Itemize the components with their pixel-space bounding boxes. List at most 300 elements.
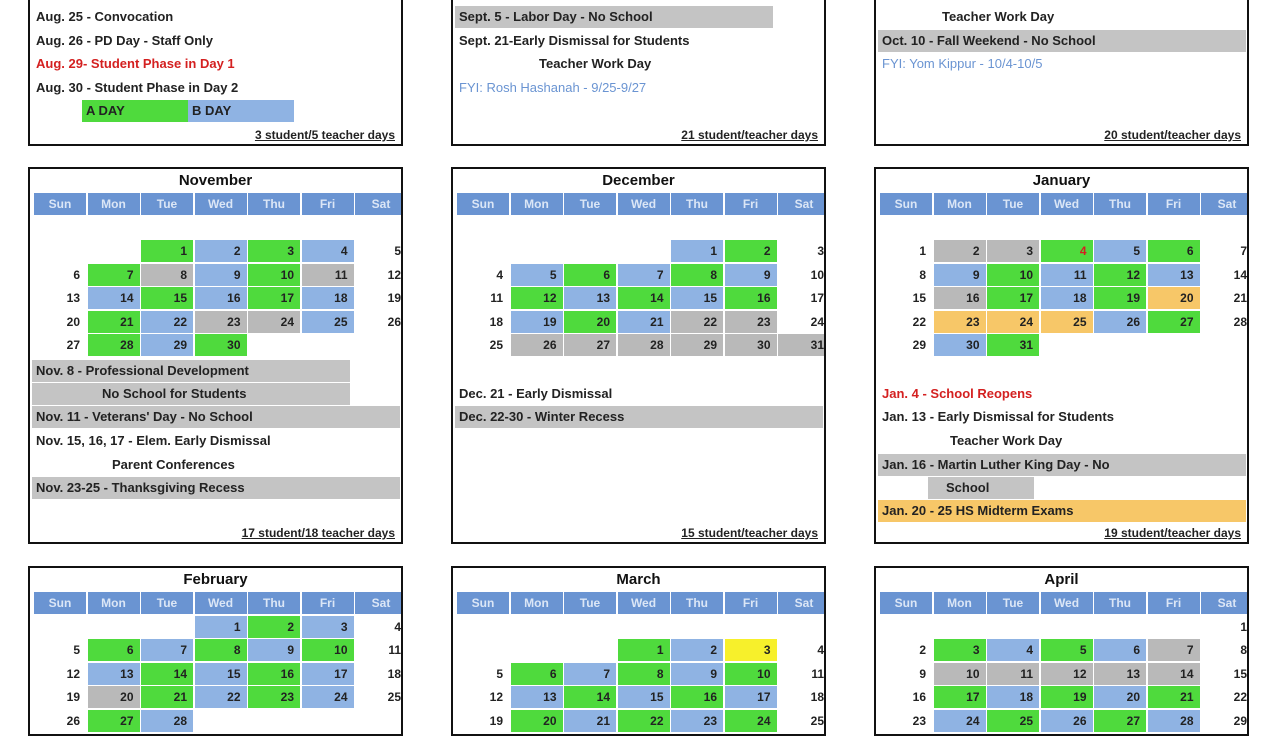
day-cell: 12 <box>34 663 86 685</box>
month-title: November <box>178 172 253 189</box>
day-cell: 7 <box>1201 240 1249 262</box>
day-cell: 15 <box>1201 663 1249 685</box>
day-cell <box>457 217 509 239</box>
day-cell <box>725 616 777 638</box>
day-cell: 11 <box>355 639 403 661</box>
day-cell <box>248 334 300 356</box>
day-cell: 11 <box>1041 264 1093 286</box>
calendar-grid <box>34 193 403 356</box>
day-cell: 19 <box>1094 287 1146 309</box>
day-cell <box>564 240 616 262</box>
legend-a-day: A DAY <box>82 100 188 122</box>
day-cell: 1 <box>141 240 193 262</box>
day-cell: 27 <box>1148 311 1200 333</box>
day-cell: 9 <box>671 663 723 685</box>
day-cell: 25 <box>987 710 1039 732</box>
panel-january <box>874 167 1249 544</box>
day-cell <box>302 710 354 732</box>
weekday-header: Wed <box>195 592 247 614</box>
weekday-header: Sat <box>1201 592 1249 614</box>
day-cell: 6 <box>88 639 140 661</box>
day-cell <box>88 240 140 262</box>
day-cell: 1 <box>618 639 670 661</box>
panel-august <box>28 0 403 146</box>
day-cell: 30 <box>934 334 986 356</box>
day-cell: 20 <box>564 311 616 333</box>
day-cell: 19 <box>355 287 403 309</box>
note: Oct. 10 - Fall Weekend - No School <box>878 30 1246 52</box>
day-cell <box>1148 334 1200 356</box>
day-cell <box>302 334 354 356</box>
day-cell: 13 <box>1094 663 1146 685</box>
calendar-grid <box>880 592 1249 732</box>
note: Sept. 5 - Labor Day - No School <box>455 6 773 28</box>
day-cell: 21 <box>618 311 670 333</box>
day-cell: 5 <box>1041 639 1093 661</box>
weekday-header: Sat <box>355 592 403 614</box>
day-cell: 27 <box>34 334 86 356</box>
day-cell <box>141 616 193 638</box>
panel-february <box>28 566 403 736</box>
day-cell <box>618 217 670 239</box>
day-cell: 29 <box>880 334 932 356</box>
day-cell <box>1094 616 1146 638</box>
day-cell: 18 <box>778 686 826 708</box>
weekday-header: Wed <box>618 193 670 215</box>
weekday-header: Tue <box>987 193 1039 215</box>
day-cell: 10 <box>934 663 986 685</box>
day-cell: 13 <box>88 663 140 685</box>
day-cell: 2 <box>671 639 723 661</box>
day-cell: 6 <box>34 264 86 286</box>
day-cell: 17 <box>302 663 354 685</box>
day-cell: 28 <box>141 710 193 732</box>
day-cell: 11 <box>778 663 826 685</box>
day-cell <box>1094 217 1146 239</box>
day-cell: 9 <box>934 264 986 286</box>
note: Jan. 16 - Martin Luther King Day - No <box>878 454 1246 476</box>
note: Teacher Work Day <box>942 9 1055 24</box>
day-cell: 10 <box>302 639 354 661</box>
day-cell: 24 <box>248 311 300 333</box>
day-count: 3 student/5 teacher days <box>254 128 395 142</box>
day-cell: 10 <box>778 264 826 286</box>
day-cell: 24 <box>725 710 777 732</box>
day-cell: 18 <box>457 311 509 333</box>
day-cell: 10 <box>725 663 777 685</box>
calendar-grid <box>457 193 826 356</box>
day-cell: 2 <box>195 240 247 262</box>
note: FYI: Yom Kippur - 10/4-10/5 <box>882 56 1043 71</box>
note: Jan. 20 - 25 HS Midterm Exams <box>878 500 1246 522</box>
day-cell: 5 <box>34 639 86 661</box>
day-cell <box>511 639 563 661</box>
month-title: April <box>1044 571 1079 588</box>
note: Aug. 25 - Convocation <box>36 9 174 24</box>
day-cell: 23 <box>725 311 777 333</box>
day-cell: 3 <box>725 639 777 661</box>
day-cell: 8 <box>618 663 670 685</box>
day-cell <box>195 217 247 239</box>
weekday-header: Mon <box>934 193 986 215</box>
day-cell: 23 <box>248 686 300 708</box>
day-cell: 31 <box>778 334 826 356</box>
day-cell <box>934 616 986 638</box>
day-cell <box>355 710 403 732</box>
weekday-header: Tue <box>141 193 193 215</box>
day-cell: 26 <box>355 311 403 333</box>
day-cell <box>778 616 826 638</box>
day-cell: 19 <box>34 686 86 708</box>
day-cell <box>34 240 86 262</box>
day-cell <box>1148 616 1200 638</box>
day-cell <box>618 240 670 262</box>
weekday-header: Tue <box>141 592 193 614</box>
day-cell <box>511 217 563 239</box>
calendar-grid <box>457 592 826 732</box>
weekday-header: Fri <box>725 592 777 614</box>
day-cell <box>141 217 193 239</box>
day-cell <box>1041 217 1093 239</box>
day-cell: 29 <box>1201 710 1249 732</box>
day-cell: 12 <box>355 264 403 286</box>
day-cell <box>1201 217 1249 239</box>
day-cell: 15 <box>671 287 723 309</box>
panel-april <box>874 566 1249 736</box>
day-cell: 10 <box>987 264 1039 286</box>
day-cell: 2 <box>934 240 986 262</box>
calendar-grid <box>34 592 403 732</box>
weekday-header: Thu <box>1094 193 1146 215</box>
weekday-header: Fri <box>1148 193 1200 215</box>
day-cell: 25 <box>355 686 403 708</box>
day-cell: 16 <box>195 287 247 309</box>
day-cell: 6 <box>564 264 616 286</box>
weekday-header: Sat <box>778 193 826 215</box>
day-cell: 28 <box>1201 311 1249 333</box>
day-cell: 20 <box>1094 686 1146 708</box>
day-cell <box>725 217 777 239</box>
day-cell: 30 <box>195 334 247 356</box>
day-cell <box>618 616 670 638</box>
day-cell <box>457 240 509 262</box>
panel-october <box>874 0 1249 146</box>
day-cell <box>88 217 140 239</box>
day-cell: 14 <box>1148 663 1200 685</box>
day-cell: 14 <box>618 287 670 309</box>
day-cell: 11 <box>302 264 354 286</box>
weekday-header: Fri <box>302 193 354 215</box>
day-cell: 11 <box>457 287 509 309</box>
day-cell: 1 <box>195 616 247 638</box>
day-cell <box>355 334 403 356</box>
day-cell <box>564 217 616 239</box>
day-cell: 28 <box>1148 710 1200 732</box>
day-cell: 7 <box>564 663 616 685</box>
day-cell: 15 <box>141 287 193 309</box>
day-cell: 4 <box>457 264 509 286</box>
day-cell: 25 <box>457 334 509 356</box>
weekday-header: Sun <box>880 193 932 215</box>
day-cell: 27 <box>1094 710 1146 732</box>
day-cell <box>457 639 509 661</box>
weekday-header: Sun <box>34 193 86 215</box>
day-cell: 1 <box>880 240 932 262</box>
day-cell: 6 <box>1094 639 1146 661</box>
day-cell: 9 <box>880 663 932 685</box>
weekday-header: Sun <box>34 592 86 614</box>
day-cell: 8 <box>141 264 193 286</box>
weekday-header: Sat <box>1201 193 1249 215</box>
day-cell: 4 <box>355 616 403 638</box>
day-cell: 18 <box>355 663 403 685</box>
day-cell <box>564 616 616 638</box>
day-cell: 30 <box>725 334 777 356</box>
day-cell: 23 <box>934 311 986 333</box>
day-cell: 24 <box>934 710 986 732</box>
day-cell: 6 <box>511 663 563 685</box>
day-cell: 26 <box>1094 311 1146 333</box>
day-cell <box>1041 616 1093 638</box>
day-cell: 19 <box>1041 686 1093 708</box>
day-cell: 7 <box>618 264 670 286</box>
day-cell: 31 <box>987 334 1039 356</box>
weekday-header: Wed <box>618 592 670 614</box>
day-cell: 13 <box>1148 264 1200 286</box>
weekday-header: Sun <box>457 193 509 215</box>
note: Nov. 11 - Veterans' Day - No School <box>32 406 400 428</box>
day-cell: 14 <box>564 686 616 708</box>
weekday-header: Sun <box>457 592 509 614</box>
weekday-header: Fri <box>725 193 777 215</box>
note: Aug. 30 - Student Phase in Day 2 <box>36 80 239 95</box>
day-cell: 17 <box>778 287 826 309</box>
day-cell: 21 <box>1201 287 1249 309</box>
day-cell: 5 <box>457 663 509 685</box>
day-cell <box>302 217 354 239</box>
note: School <box>928 477 1034 499</box>
note: Jan. 4 - School Reopens <box>882 386 1033 401</box>
day-cell: 22 <box>618 710 670 732</box>
day-cell: 23 <box>880 710 932 732</box>
day-cell: 1 <box>1201 616 1249 638</box>
day-cell: 16 <box>671 686 723 708</box>
day-cell: 25 <box>778 710 826 732</box>
note: Aug. 26 - PD Day - Staff Only <box>36 33 213 48</box>
day-cell: 20 <box>88 686 140 708</box>
weekday-header: Fri <box>302 592 354 614</box>
day-cell <box>1148 217 1200 239</box>
day-cell: 21 <box>1148 686 1200 708</box>
day-cell: 5 <box>355 240 403 262</box>
day-cell: 12 <box>1041 663 1093 685</box>
day-cell: 16 <box>248 663 300 685</box>
day-cell: 29 <box>671 334 723 356</box>
day-cell: 26 <box>511 334 563 356</box>
note: Dec. 22-30 - Winter Recess <box>455 406 823 428</box>
day-count: 20 student/teacher days <box>1104 128 1241 142</box>
day-cell: 15 <box>880 287 932 309</box>
month-title: January <box>1032 172 1091 189</box>
note: Nov. 23-25 - Thanksgiving Recess <box>32 477 400 499</box>
day-cell: 16 <box>880 686 932 708</box>
day-cell <box>1201 334 1249 356</box>
day-cell: 18 <box>1041 287 1093 309</box>
month-title: February <box>183 571 248 588</box>
day-cell: 17 <box>987 287 1039 309</box>
day-cell: 8 <box>1201 639 1249 661</box>
note: Aug. 29- Student Phase in Day 1 <box>36 56 235 71</box>
note: No School for Students <box>32 383 350 405</box>
weekday-header: Tue <box>564 592 616 614</box>
day-cell: 4 <box>1041 240 1093 262</box>
day-cell <box>987 616 1039 638</box>
day-cell: 4 <box>778 639 826 661</box>
weekday-header: Sat <box>355 193 403 215</box>
day-cell: 1 <box>671 240 723 262</box>
day-cell <box>934 217 986 239</box>
note: Nov. 15, 16, 17 - Elem. Early Dismissal <box>36 433 271 448</box>
day-cell: 13 <box>564 287 616 309</box>
day-cell: 28 <box>88 334 140 356</box>
day-cell: 12 <box>1094 264 1146 286</box>
day-cell: 22 <box>141 311 193 333</box>
note: FYI: Rosh Hashanah - 9/25-9/27 <box>459 80 647 95</box>
day-cell <box>1094 334 1146 356</box>
day-cell: 19 <box>457 710 509 732</box>
weekday-header: Mon <box>88 193 140 215</box>
day-cell: 24 <box>987 311 1039 333</box>
day-cell: 13 <box>511 686 563 708</box>
day-cell: 12 <box>511 287 563 309</box>
weekday-header: Mon <box>511 193 563 215</box>
day-cell: 2 <box>880 639 932 661</box>
day-cell: 9 <box>725 264 777 286</box>
panel-september <box>451 0 826 146</box>
day-cell: 3 <box>248 240 300 262</box>
day-cell: 7 <box>141 639 193 661</box>
weekday-header: Tue <box>564 193 616 215</box>
day-cell: 7 <box>88 264 140 286</box>
day-cell: 9 <box>195 264 247 286</box>
day-cell: 21 <box>88 311 140 333</box>
day-cell <box>880 217 932 239</box>
weekday-header: Mon <box>511 592 563 614</box>
day-cell: 21 <box>564 710 616 732</box>
day-cell: 16 <box>934 287 986 309</box>
day-cell <box>511 240 563 262</box>
weekday-header: Wed <box>1041 193 1093 215</box>
day-cell: 23 <box>671 710 723 732</box>
day-cell: 17 <box>725 686 777 708</box>
day-cell <box>671 217 723 239</box>
day-cell: 10 <box>248 264 300 286</box>
day-cell <box>355 217 403 239</box>
day-cell: 2 <box>248 616 300 638</box>
note: Teacher Work Day <box>539 56 652 71</box>
day-cell: 17 <box>248 287 300 309</box>
day-cell: 27 <box>88 710 140 732</box>
day-cell: 22 <box>1201 686 1249 708</box>
day-count: 17 student/18 teacher days <box>241 526 395 540</box>
note: Dec. 21 - Early Dismissal <box>459 386 613 401</box>
day-cell <box>248 710 300 732</box>
month-title: December <box>602 172 675 189</box>
day-cell: 3 <box>987 240 1039 262</box>
day-cell <box>671 616 723 638</box>
weekday-header: Thu <box>671 193 723 215</box>
weekday-header: Thu <box>248 193 300 215</box>
day-cell: 22 <box>880 311 932 333</box>
day-cell: 20 <box>34 311 86 333</box>
day-cell: 23 <box>195 311 247 333</box>
day-count: 19 student/teacher days <box>1104 526 1241 540</box>
day-cell: 11 <box>987 663 1039 685</box>
day-cell: 19 <box>511 311 563 333</box>
day-cell <box>880 616 932 638</box>
day-cell: 22 <box>195 686 247 708</box>
day-cell: 3 <box>778 240 826 262</box>
day-cell: 5 <box>1094 240 1146 262</box>
day-cell: 21 <box>141 686 193 708</box>
day-cell: 26 <box>1041 710 1093 732</box>
day-cell: 8 <box>195 639 247 661</box>
weekday-header: Mon <box>88 592 140 614</box>
weekday-header: Tue <box>987 592 1039 614</box>
weekday-header: Wed <box>195 193 247 215</box>
note: Teacher Work Day <box>950 433 1063 448</box>
day-cell: 17 <box>934 686 986 708</box>
day-cell: 8 <box>880 264 932 286</box>
day-cell: 12 <box>457 686 509 708</box>
day-cell: 15 <box>195 663 247 685</box>
note: Jan. 13 - Early Dismissal for Students <box>882 409 1114 424</box>
day-cell: 14 <box>88 287 140 309</box>
day-cell <box>34 616 86 638</box>
note: Sept. 21-Early Dismissal for Students <box>459 33 690 48</box>
panel-march <box>451 566 826 736</box>
panel-december <box>451 167 826 544</box>
day-cell: 29 <box>141 334 193 356</box>
panel-november <box>28 167 403 544</box>
month-title: March <box>616 571 661 588</box>
day-cell: 5 <box>511 264 563 286</box>
day-cell <box>457 616 509 638</box>
day-cell <box>1041 334 1093 356</box>
weekday-header: Sat <box>778 592 826 614</box>
day-cell <box>778 217 826 239</box>
day-cell: 25 <box>302 311 354 333</box>
day-cell: 2 <box>725 240 777 262</box>
day-cell <box>248 217 300 239</box>
day-cell: 8 <box>671 264 723 286</box>
day-cell: 4 <box>987 639 1039 661</box>
day-cell <box>195 710 247 732</box>
day-cell: 24 <box>778 311 826 333</box>
day-cell: 6 <box>1148 240 1200 262</box>
day-cell <box>34 217 86 239</box>
day-cell: 20 <box>511 710 563 732</box>
note: Parent Conferences <box>112 457 235 472</box>
day-cell: 9 <box>248 639 300 661</box>
day-cell <box>88 616 140 638</box>
weekday-header: Thu <box>1094 592 1146 614</box>
day-cell: 18 <box>987 686 1039 708</box>
day-cell: 3 <box>934 639 986 661</box>
weekday-header: Sun <box>880 592 932 614</box>
day-cell: 13 <box>34 287 86 309</box>
day-cell: 25 <box>1041 311 1093 333</box>
